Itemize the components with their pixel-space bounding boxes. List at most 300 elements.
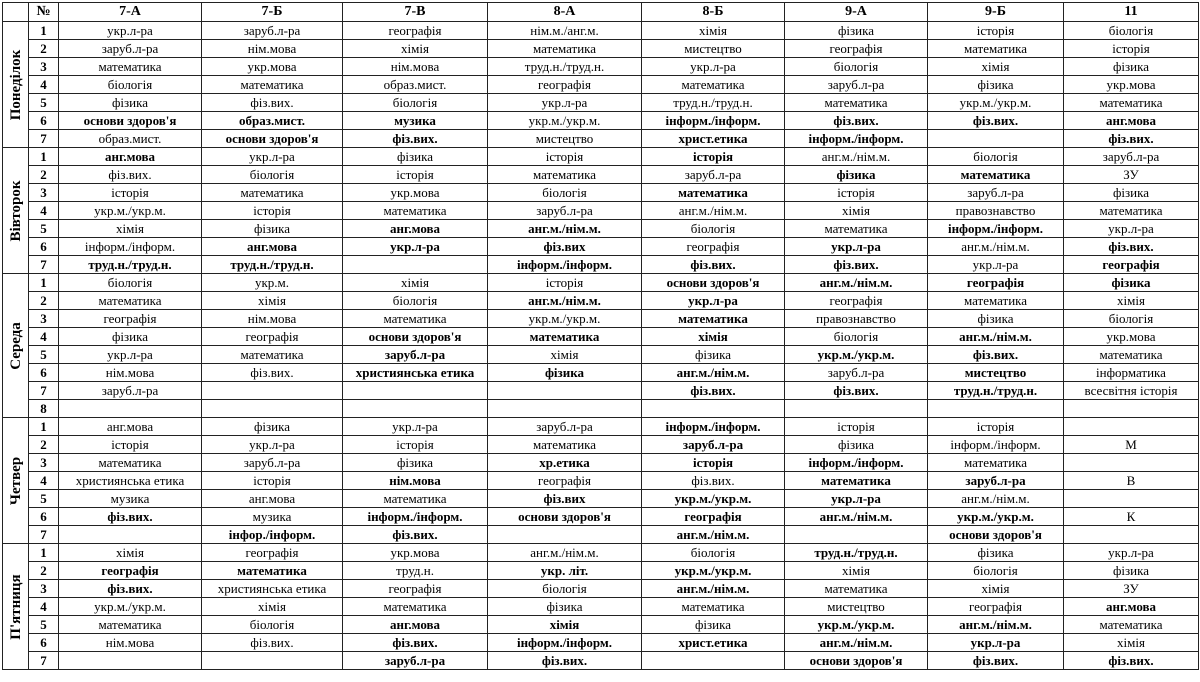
table-row: [3, 436, 1199, 454]
lesson-number: 1: [29, 22, 59, 40]
subject-cell: укр.м./укр.м.: [59, 598, 202, 616]
subject-cell: математика: [488, 328, 642, 346]
subject-cell: укр.л-ра: [343, 418, 488, 436]
subject-cell: укр.м.: [202, 274, 343, 292]
table-row: [3, 58, 1199, 76]
subject-cell: мистецтво: [928, 364, 1064, 382]
subject-cell: анг.мова: [202, 490, 343, 508]
day-cell: [3, 22, 29, 148]
subject-cell: фіз.вих: [488, 238, 642, 256]
lesson-number: 2: [29, 562, 59, 580]
subject-cell: основи здоров'я: [642, 274, 785, 292]
subject-cell: хімія: [785, 562, 928, 580]
subject-cell: фіз.вих.: [785, 256, 928, 274]
subject-cell: фіз.вих: [488, 490, 642, 508]
subject-cell: фізика: [488, 364, 642, 382]
subject-cell: хімія: [343, 274, 488, 292]
header-row: [3, 3, 1199, 22]
day-cell: [3, 148, 29, 274]
subject-cell: [928, 400, 1064, 418]
subject-cell: фіз.вих.: [928, 346, 1064, 364]
subject-cell: укр.л-ра: [343, 238, 488, 256]
subject-cell: фіз.вих.: [488, 652, 642, 670]
subject-cell: укр.м./укр.м.: [785, 616, 928, 634]
subject-cell: анг.мова: [1064, 598, 1199, 616]
table-row: [3, 328, 1199, 346]
subject-cell: географія: [1064, 256, 1199, 274]
subject-cell: музика: [202, 508, 343, 526]
subject-cell: біологія: [928, 148, 1064, 166]
table-row: [3, 562, 1199, 580]
subject-cell: біологія: [202, 616, 343, 634]
subject-cell: К: [1064, 508, 1199, 526]
table-row: [3, 166, 1199, 184]
subject-cell: анг.м./нім.м.: [785, 508, 928, 526]
subject-cell: нім.мова: [59, 364, 202, 382]
subject-cell: нім.мова: [343, 58, 488, 76]
subject-cell: фізика: [1064, 274, 1199, 292]
subject-cell: християнська етика: [343, 364, 488, 382]
subject-cell: заруб.л-ра: [928, 184, 1064, 202]
subject-cell: [642, 652, 785, 670]
subject-cell: біологія: [928, 562, 1064, 580]
table-row: [3, 490, 1199, 508]
table-row: [3, 238, 1199, 256]
subject-cell: інформ./інформ.: [785, 130, 928, 148]
subject-cell: біологія: [785, 58, 928, 76]
subject-cell: історія: [488, 274, 642, 292]
lesson-number: 5: [29, 616, 59, 634]
subject-cell: історія: [59, 184, 202, 202]
subject-cell: анг.мова: [343, 616, 488, 634]
subject-cell: історія: [1064, 40, 1199, 58]
subject-cell: хімія: [642, 328, 785, 346]
table-row: [3, 598, 1199, 616]
lesson-number: 6: [29, 238, 59, 256]
subject-cell: хр.етика: [488, 454, 642, 472]
subject-cell: історія: [202, 472, 343, 490]
subject-cell: заруб.л-ра: [642, 436, 785, 454]
subject-cell: біологія: [1064, 22, 1199, 40]
table-row: [3, 220, 1199, 238]
table-row: [3, 652, 1199, 670]
table-row: [3, 184, 1199, 202]
table-row: [3, 364, 1199, 382]
subject-cell: фіз.вих.: [642, 472, 785, 490]
lesson-number: 5: [29, 490, 59, 508]
subject-cell: заруб.л-ра: [343, 346, 488, 364]
subject-cell: математика: [202, 562, 343, 580]
lesson-number: 4: [29, 328, 59, 346]
subject-cell: математика: [202, 346, 343, 364]
subject-cell: фізика: [59, 328, 202, 346]
lesson-number: 4: [29, 598, 59, 616]
subject-cell: укр.л-ра: [59, 346, 202, 364]
subject-cell: музика: [343, 112, 488, 130]
subject-cell: інформ./інформ.: [488, 256, 642, 274]
subject-cell: заруб.л-ра: [642, 166, 785, 184]
subject-cell: заруб.л-ра: [785, 76, 928, 94]
subject-cell: анг.м./нім.м.: [785, 148, 928, 166]
lesson-number: 2: [29, 40, 59, 58]
subject-cell: інфор./інформ.: [202, 526, 343, 544]
subject-cell: заруб.л-ра: [1064, 148, 1199, 166]
lesson-number: 3: [29, 310, 59, 328]
table-row: [3, 292, 1199, 310]
lesson-number: 4: [29, 472, 59, 490]
subject-cell: фізика: [785, 436, 928, 454]
subject-cell: інформ./інформ.: [642, 112, 785, 130]
table-row: [3, 400, 1199, 418]
table-row: [3, 76, 1199, 94]
subject-cell: географія: [59, 310, 202, 328]
subject-cell: нім.мова: [343, 472, 488, 490]
subject-cell: анг.мова: [59, 418, 202, 436]
lesson-number: 4: [29, 76, 59, 94]
lesson-number: 5: [29, 346, 59, 364]
subject-cell: анг.м./нім.м.: [488, 292, 642, 310]
subject-cell: фізика: [642, 346, 785, 364]
day-label: Четвер: [7, 456, 24, 505]
subject-cell: математика: [1064, 616, 1199, 634]
subject-cell: мистецтво: [642, 40, 785, 58]
header-class: 7-Б: [202, 3, 343, 22]
subject-cell: хімія: [642, 22, 785, 40]
subject-cell: укр.м./укр.м.: [642, 490, 785, 508]
subject-cell: заруб.л-ра: [202, 22, 343, 40]
subject-cell: хімія: [59, 220, 202, 238]
lesson-number: 1: [29, 274, 59, 292]
subject-cell: хімія: [488, 346, 642, 364]
subject-cell: хімія: [928, 580, 1064, 598]
subject-cell: укр.мова: [1064, 76, 1199, 94]
subject-cell: математика: [488, 436, 642, 454]
day-label: П'ятниця: [7, 573, 24, 640]
subject-cell: географія: [202, 544, 343, 562]
subject-cell: фіз.вих.: [928, 652, 1064, 670]
subject-cell: фізика: [642, 616, 785, 634]
subject-cell: укр.л-ра: [642, 58, 785, 76]
subject-cell: інформ./інформ.: [642, 418, 785, 436]
subject-cell: історія: [59, 436, 202, 454]
subject-cell: хімія: [343, 40, 488, 58]
subject-cell: укр. літ.: [488, 562, 642, 580]
subject-cell: укр.л-ра: [202, 148, 343, 166]
subject-cell: фізика: [928, 544, 1064, 562]
subject-cell: історія: [343, 436, 488, 454]
subject-cell: заруб.л-ра: [59, 40, 202, 58]
subject-cell: правознавство: [928, 202, 1064, 220]
subject-cell: образ.мист.: [343, 76, 488, 94]
subject-cell: труд.н./труд.н.: [642, 94, 785, 112]
subject-cell: хімія: [59, 544, 202, 562]
subject-cell: математика: [928, 454, 1064, 472]
subject-cell: хімія: [488, 616, 642, 634]
subject-cell: анг.мова: [1064, 112, 1199, 130]
subject-cell: нім.м./анг.м.: [488, 22, 642, 40]
subject-cell: фізика: [488, 598, 642, 616]
table-row: [3, 454, 1199, 472]
subject-cell: труд.н./труд.н.: [928, 382, 1064, 400]
subject-cell: математика: [928, 292, 1064, 310]
table-row: [3, 256, 1199, 274]
day-cell: [3, 544, 29, 670]
header-class: 8-А: [488, 3, 642, 22]
day-group: [3, 148, 1199, 274]
lesson-number: 7: [29, 382, 59, 400]
table-row: [3, 508, 1199, 526]
subject-cell: математика: [1064, 94, 1199, 112]
day-cell: [3, 418, 29, 544]
subject-cell: фіз.вих.: [59, 166, 202, 184]
lesson-number: 3: [29, 580, 59, 598]
subject-cell: математика: [1064, 346, 1199, 364]
subject-cell: фіз.вих.: [59, 580, 202, 598]
subject-cell: історія: [343, 166, 488, 184]
lesson-number: 3: [29, 58, 59, 76]
subject-cell: математика: [642, 598, 785, 616]
subject-cell: анг.м./нім.м.: [642, 364, 785, 382]
subject-cell: математика: [202, 76, 343, 94]
subject-cell: географія: [642, 508, 785, 526]
table-row: [3, 148, 1199, 166]
lesson-number: 1: [29, 418, 59, 436]
subject-cell: математика: [642, 310, 785, 328]
lesson-number: 1: [29, 544, 59, 562]
subject-cell: хімія: [785, 202, 928, 220]
subject-cell: образ.мист.: [202, 112, 343, 130]
subject-cell: біологія: [642, 544, 785, 562]
subject-cell: [488, 382, 642, 400]
subject-cell: укр.л-ра: [928, 256, 1064, 274]
table-row: [3, 22, 1199, 40]
subject-cell: укр.л-ра: [785, 238, 928, 256]
subject-cell: В: [1064, 472, 1199, 490]
subject-cell: М: [1064, 436, 1199, 454]
subject-cell: хімія: [928, 58, 1064, 76]
subject-cell: укр.м./укр.м.: [59, 202, 202, 220]
subject-cell: [59, 526, 202, 544]
subject-cell: біологія: [59, 274, 202, 292]
table-row: [3, 526, 1199, 544]
table-row: [3, 94, 1199, 112]
subject-cell: труд.н./труд.н.: [785, 544, 928, 562]
subject-cell: географія: [642, 238, 785, 256]
subject-cell: укр.мова: [343, 544, 488, 562]
subject-cell: математика: [343, 202, 488, 220]
subject-cell: [343, 382, 488, 400]
subject-cell: [642, 400, 785, 418]
subject-cell: фізика: [928, 310, 1064, 328]
subject-cell: нім.мова: [202, 40, 343, 58]
subject-cell: труд.н./труд.н.: [59, 256, 202, 274]
subject-cell: фізика: [59, 94, 202, 112]
subject-cell: [59, 652, 202, 670]
subject-cell: фіз.вих.: [1064, 652, 1199, 670]
lesson-number: 7: [29, 130, 59, 148]
subject-cell: інформ./інформ.: [488, 634, 642, 652]
subject-cell: основи здоров'я: [59, 112, 202, 130]
lesson-number: 6: [29, 634, 59, 652]
subject-cell: фізика: [202, 418, 343, 436]
subject-cell: анг.м./нім.м.: [488, 544, 642, 562]
subject-cell: [785, 400, 928, 418]
subject-cell: фізика: [785, 166, 928, 184]
subject-cell: математика: [343, 490, 488, 508]
subject-cell: укр.л-ра: [59, 22, 202, 40]
lesson-number: 3: [29, 184, 59, 202]
subject-cell: укр.м./укр.м.: [928, 508, 1064, 526]
subject-cell: фіз.вих.: [343, 634, 488, 652]
subject-cell: історія: [488, 148, 642, 166]
subject-cell: ЗУ: [1064, 166, 1199, 184]
subject-cell: фіз.вих.: [1064, 130, 1199, 148]
subject-cell: [1064, 526, 1199, 544]
subject-cell: фіз.вих.: [202, 364, 343, 382]
subject-cell: історія: [928, 22, 1064, 40]
subject-cell: інформ./інформ.: [928, 220, 1064, 238]
subject-cell: хімія: [1064, 634, 1199, 652]
subject-cell: труд.н./труд.н.: [488, 58, 642, 76]
subject-cell: заруб.л-ра: [59, 382, 202, 400]
subject-cell: укр.мова: [343, 184, 488, 202]
header-class: 7-А: [59, 3, 202, 22]
day-cell: [3, 274, 29, 418]
lesson-number: 5: [29, 220, 59, 238]
subject-cell: математика: [59, 58, 202, 76]
subject-cell: математика: [785, 220, 928, 238]
subject-cell: географія: [202, 328, 343, 346]
subject-cell: географія: [785, 292, 928, 310]
subject-cell: фіз.вих.: [785, 382, 928, 400]
lesson-number: 2: [29, 166, 59, 184]
subject-cell: географія: [928, 274, 1064, 292]
subject-cell: ЗУ: [1064, 580, 1199, 598]
subject-cell: нім.мова: [59, 634, 202, 652]
subject-cell: інформ./інформ.: [928, 436, 1064, 454]
subject-cell: нім.мова: [202, 310, 343, 328]
subject-cell: [1064, 454, 1199, 472]
day-label: Середа: [7, 321, 24, 370]
subject-cell: фіз.вих.: [202, 94, 343, 112]
subject-cell: географія: [343, 22, 488, 40]
header-class: 8-Б: [642, 3, 785, 22]
day-group: [3, 22, 1199, 148]
subject-cell: хімія: [1064, 292, 1199, 310]
subject-cell: анг.м./нім.м.: [642, 526, 785, 544]
subject-cell: [928, 130, 1064, 148]
subject-cell: фізика: [343, 148, 488, 166]
schedule-table: [2, 2, 1199, 670]
subject-cell: інформатика: [1064, 364, 1199, 382]
header-class: 7-В: [343, 3, 488, 22]
lesson-number: 8: [29, 400, 59, 418]
subject-cell: географія: [488, 472, 642, 490]
lesson-number: 7: [29, 256, 59, 274]
subject-cell: основи здоров'я: [488, 508, 642, 526]
schedule-header: [3, 3, 1199, 22]
subject-cell: укр.л-ра: [785, 490, 928, 508]
day-group: [3, 274, 1199, 418]
subject-cell: [1064, 490, 1199, 508]
subject-cell: історія: [785, 418, 928, 436]
subject-cell: математика: [1064, 202, 1199, 220]
subject-cell: основи здоров'я: [343, 328, 488, 346]
subject-cell: фіз.вих.: [343, 526, 488, 544]
subject-cell: укр.мова: [1064, 328, 1199, 346]
subject-cell: математика: [488, 166, 642, 184]
subject-cell: фіз.вих.: [928, 112, 1064, 130]
table-row: [3, 40, 1199, 58]
lesson-number: 4: [29, 202, 59, 220]
lesson-number: 6: [29, 364, 59, 382]
subject-cell: математика: [785, 472, 928, 490]
subject-cell: математика: [488, 40, 642, 58]
lesson-number: 6: [29, 508, 59, 526]
subject-cell: [59, 400, 202, 418]
subject-cell: біологія: [202, 166, 343, 184]
day-group: [3, 418, 1199, 544]
subject-cell: всесвітня історія: [1064, 382, 1199, 400]
subject-cell: основи здоров'я: [785, 652, 928, 670]
lesson-number: 6: [29, 112, 59, 130]
subject-cell: біологія: [785, 328, 928, 346]
subject-cell: фізика: [202, 220, 343, 238]
subject-cell: укр.л-ра: [1064, 544, 1199, 562]
subject-cell: фіз.вих.: [642, 256, 785, 274]
subject-cell: [1064, 400, 1199, 418]
subject-cell: християнська етика: [59, 472, 202, 490]
subject-cell: математика: [642, 76, 785, 94]
subject-cell: математика: [59, 292, 202, 310]
subject-cell: [202, 400, 343, 418]
subject-cell: математика: [928, 166, 1064, 184]
subject-cell: фізика: [1064, 58, 1199, 76]
subject-cell: труд.н./труд.н.: [202, 256, 343, 274]
subject-cell: фіз.вих.: [59, 508, 202, 526]
subject-cell: анг.мова: [343, 220, 488, 238]
subject-cell: інформ./інформ.: [785, 454, 928, 472]
subject-cell: анг.м./нім.м.: [928, 616, 1064, 634]
subject-cell: фізика: [928, 76, 1064, 94]
subject-cell: фіз.вих.: [785, 112, 928, 130]
lesson-number: 3: [29, 454, 59, 472]
table-row: [3, 616, 1199, 634]
subject-cell: математика: [928, 40, 1064, 58]
subject-cell: хімія: [202, 292, 343, 310]
lesson-number: 7: [29, 652, 59, 670]
subject-cell: анг.м./нім.м.: [928, 490, 1064, 508]
day-label: Вівторок: [7, 179, 24, 242]
subject-cell: христ.етика: [642, 130, 785, 148]
subject-cell: математика: [59, 454, 202, 472]
subject-cell: історія: [928, 418, 1064, 436]
day-group: [3, 544, 1199, 670]
header-class: 9-Б: [928, 3, 1064, 22]
table-row: [3, 112, 1199, 130]
table-row: [3, 274, 1199, 292]
subject-cell: історія: [642, 148, 785, 166]
subject-cell: [202, 382, 343, 400]
subject-cell: укр.л-ра: [1064, 220, 1199, 238]
subject-cell: укр.м./укр.м.: [928, 94, 1064, 112]
table-row: [3, 382, 1199, 400]
subject-cell: музика: [59, 490, 202, 508]
subject-cell: біологія: [343, 94, 488, 112]
subject-cell: анг.м./нім.м.: [928, 328, 1064, 346]
subject-cell: фізика: [343, 454, 488, 472]
subject-cell: анг.мова: [202, 238, 343, 256]
